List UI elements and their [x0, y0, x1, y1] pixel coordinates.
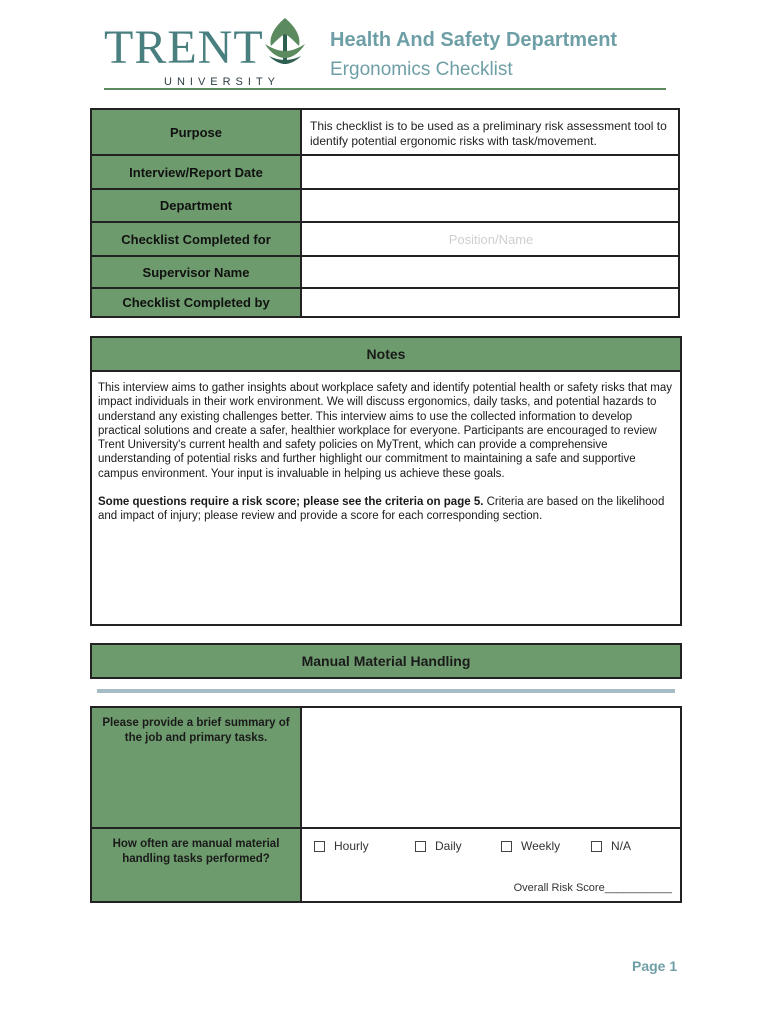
frequency-label: How often are manual material handling tasks performed? — [92, 829, 302, 901]
notes-title: Notes — [92, 338, 680, 372]
hourly-label: Hourly — [334, 839, 369, 853]
option-na[interactable] — [591, 839, 631, 853]
overall-risk-score[interactable]: Overall Risk Score___________ — [513, 882, 672, 894]
table-divider — [92, 827, 680, 829]
risk-score-note-rest: Criteria are based on the likelihood and impact of injury; please review and provide a score for each corresponding section. — [98, 496, 665, 523]
option-weekly[interactable] — [501, 839, 560, 853]
summary-field[interactable] — [304, 708, 680, 827]
option-hourly[interactable] — [314, 839, 369, 853]
department-field[interactable] — [304, 190, 678, 221]
purpose-value — [304, 110, 678, 154]
manual-material-handling-title: Manual Material Handling — [90, 643, 682, 679]
supervisor-label: Supervisor Name — [92, 257, 302, 287]
department-label: Department — [92, 190, 302, 221]
weekly-label: Weekly — [521, 839, 561, 853]
info-table — [90, 108, 680, 318]
mmh-table — [90, 706, 682, 903]
logo-university: UNIVERSITY — [164, 76, 281, 88]
completed-by-row — [92, 289, 678, 316]
report-date-label: Interview/Report Date — [92, 156, 302, 188]
logo-word: TRENT — [104, 21, 264, 74]
document-subtitle: Ergonomics Checklist — [330, 59, 513, 80]
risk-score-note — [98, 495, 672, 524]
completed-for-field[interactable] — [304, 223, 678, 255]
page-number: Page 1 — [632, 958, 678, 974]
frequency-options — [314, 839, 674, 859]
supervisor-field[interactable] — [304, 257, 678, 287]
completed-for-label: Checklist Completed for — [92, 223, 302, 255]
position-name-placeholder: Position/Name — [448, 231, 534, 247]
notes-paragraph: This interview aims to gather insights about workplace safety and identify potential health or safety risks that may impact individuals in their work environment. We will discuss ergonomics, daily tasks, and potential hazards to understand any existing challenges better. This interview aims to use the collected information to develop practical solutions and create a safer, healthier workplace for everyone. Participants are encouraged to review Trent University's current health and safety policies on MyTrent, which can provide a comprehensive understanding of potential risks and further highlight our commitment to maintaining a safe and supportive campus environment. Your input is invaluable in helping us achieve these goals. — [98, 382, 673, 480]
notes-section — [90, 336, 682, 626]
section-divider — [97, 689, 675, 693]
report-date-row — [92, 156, 678, 190]
notes-body — [98, 381, 672, 524]
daily-label: Daily — [435, 839, 462, 853]
summary-label: Please provide a brief summary of the job and primary tasks. — [92, 708, 302, 827]
hourly-checkbox[interactable] — [314, 841, 325, 852]
department-row — [92, 190, 678, 223]
completed-by-field[interactable] — [304, 289, 678, 316]
weekly-checkbox[interactable] — [501, 841, 512, 852]
report-date-field[interactable] — [304, 156, 678, 188]
na-checkbox[interactable] — [591, 841, 602, 852]
daily-checkbox[interactable] — [415, 841, 426, 852]
purpose-text: This checklist is to be used as a preliminary risk assessment tool to identify potential ergonomic risks with task/movement. — [310, 119, 667, 148]
risk-score-note-bold: Some questions require a risk score; please see the criteria on page 5. — [98, 496, 484, 509]
department-title: Health And Safety Department — [330, 29, 618, 51]
purpose-label: Purpose — [92, 110, 302, 154]
supervisor-row — [92, 257, 678, 289]
trent-university-logo — [104, 16, 314, 86]
na-label: N/A — [611, 839, 632, 853]
option-daily[interactable] — [415, 839, 462, 853]
tree-emblem-icon — [261, 16, 309, 68]
completed-for-row — [92, 223, 678, 257]
purpose-row — [92, 110, 678, 156]
header-divider — [104, 88, 666, 90]
completed-by-label: Checklist Completed by — [92, 289, 302, 316]
